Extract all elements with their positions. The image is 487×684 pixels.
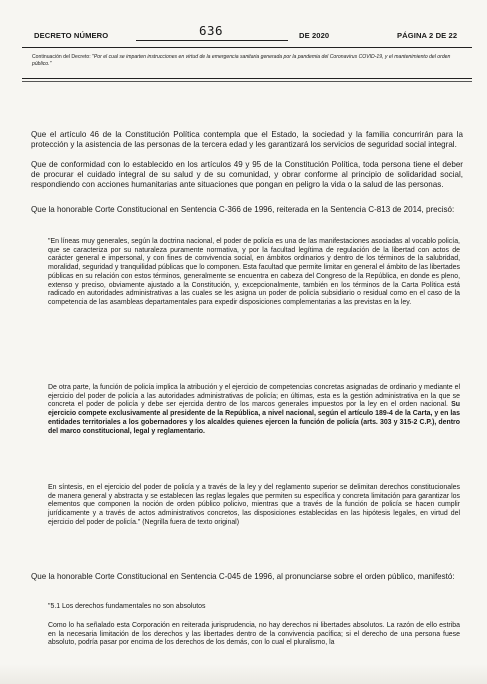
paragraph-c366: Que la honorable Corte Constitucional en Sentencia C-366 de 1996, reiterada en la Sentencia C-813 de 2014, precisó:: [31, 205, 455, 214]
decree-number-line: [136, 40, 288, 41]
quote-synthesis: En síntesis, en el ejercicio del poder de policía y a través de la ley y del reglamento superior se delimitan derechos constitucionales de manera general y abstracta y se establecen las reglas legales que permiten su específica y concreta limitación para garantizar los elementos que componen la noción de orden público policivo, mientras que a través de la función de policía se hacen cumplir jurídicamente y a través de actos administrativos concretos, las disposiciones establecidas en las hipótesis legales, en virtud del ejercicio del poder de policía." (Negrilla fuera de texto original): [48, 484, 460, 526]
quote-police-function-text: De otra parte, la función de policía implica la atribución y el ejercicio de competencias concretas asignadas de ordinario y mediante el ejercicio del poder de policía a las autoridades administrativas de policía; en últimas, esta es la gestión administrativa en la que se concreta el poder de policía y debe ser ejercida dentro de los marcos generales impuestos por la ley en el orden nacional.: [48, 384, 460, 409]
quote-police-function-bold: Su ejercicio compete exclusivamente al presidente de la República, a nivel nacional, según el artículo 189-4 de la Carta, y en las entidades territoriales a los gobernadores y los alcaldes quienes ejercen la función de policía (arts. 303 y 315-2 C.P.), dentro del marco constitucional, legal y reglamentario.: [48, 401, 460, 435]
paragraph-art-46: Que el artículo 46 de la Constitución Política contempla que el Estado, la sociedad y la familia concurrirán para la protección y la asistencia de las personas de la tercera edad y les garantizará los servicios de seguridad social integral.: [31, 130, 463, 150]
continuation-divider-thin: [22, 81, 472, 82]
quote-section-heading: "5.1 Los derechos fundamentales no son absolutos: [48, 603, 206, 610]
quote-police-function: [48, 384, 460, 436]
decree-number: 636: [199, 23, 224, 38]
header-divider: [22, 47, 472, 48]
decree-year: DE 2020: [299, 31, 330, 40]
page-header: [24, 24, 472, 46]
paragraph-art-49-95: Que de conformidad con lo establecido en los artículos 49 y 95 de la Constitución Política, toda persona tiene el deber de procurar el cuidado integral de su salud y de su comunidad, y obrar conforme al principio de solidaridad social, respondiendo con acciones humanitarias ante situaciones que pongan en peligro la vida o la salud de las personas.: [31, 160, 463, 190]
quote-rights-not-absolute: Como lo ha señalado esta Corporación en reiterada jurisprudencia, no hay derechos ni libertades absolutos. La razón de ello estriba en la necesaria limitación de los derechos y las libertades dentro de la convivencia pacífica; si el derecho de una persona fuese absoluto, podría pasar por encima de los derechos de los demás, con lo cual el pluralismo, la: [48, 622, 460, 647]
continuation-lead: Continuación del Decreto:: [32, 54, 91, 60]
continuation-text: "Por el cual se imparten instrucciones en virtud de la emergencia sanitaria generada por la pandemia del Coronavirus COVID-19, y el mantenimiento del orden público.": [32, 54, 451, 67]
decree-label: DECRETO NÚMERO: [34, 31, 109, 40]
page-bottom-edge: [0, 664, 487, 684]
page-number: PÁGINA 2 DE 22: [397, 31, 458, 40]
continuation-note: [32, 54, 468, 67]
quote-police-power: "En líneas muy generales, según la doctrina nacional, el poder de policía es una de las manifestaciones asociadas al vocablo policía, que se caracteriza por su naturaleza puramente normativa, y por la facultad legítima de regulación de la libertad con actos de carácter general e impersonal, y con fines de convivencia social, en ámbitos ordinarios y dentro de los términos de la salubridad, moralidad, seguridad y tranquilidad públicas que lo componen. Esta facultad que permite limitar en general el ámbito de las libertades públicas en su relación con estos términos, generalmente se encuentra en cabeza del Congreso de la República, en donde es pleno, extenso y preciso, obviamente ajustado a la Constitución, y, excepcionalmente, también en los términos de la Carta Política está radicado en autoridades administrativas a las cuales se les asigna un poder de policía subsidiario o residual como en el caso de la competencia de las asambleas departamentales para expedir disposiciones complementarias a las previstas en la ley.: [48, 238, 460, 306]
continuation-divider: [22, 78, 472, 79]
paragraph-c045: Que la honorable Corte Constitucional en Sentencia C-045 de 1996, al pronunciarse sobre el orden público, manifestó:: [31, 572, 455, 581]
